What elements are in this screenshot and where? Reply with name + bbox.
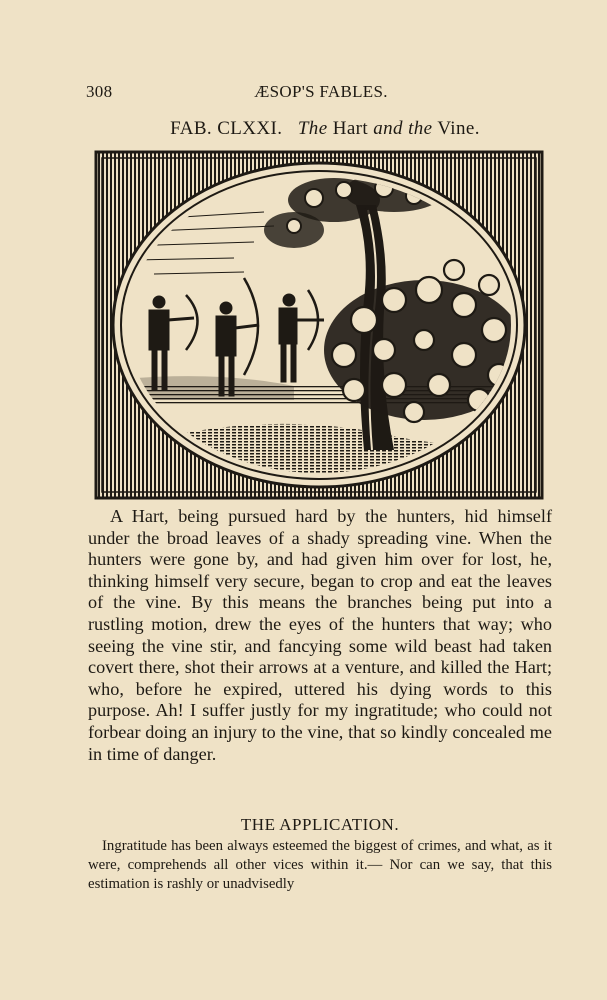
fable-title [100, 118, 550, 140]
application-heading: THE APPLICATION. [240, 815, 400, 834]
application-paragraph: Ingratitude has been always esteemed the biggest of crimes, and what, as it were, comprehends all other vices within it.— Nor can we say, that this estimation is rashly or unadvisedly [88, 838, 552, 892]
fable-title-and-the: and the [373, 118, 433, 139]
fable-number: FAB. CLXXI. [170, 118, 283, 139]
woodcut-hunters-hart-vine-icon [94, 150, 544, 500]
woodcut-illustration [94, 150, 544, 500]
page-number: 308 [86, 82, 113, 101]
fable-body-paragraph: A Hart, being pursued hard by the hunters, hid himself under the broad leaves of a shady spreading vine. When the hunters were gone by, and had given him over for lost, he, thinking himself very secure, began to crop and eat the leaves of the vine. By this means the branches being put into a rustling motion, drew the eyes of the hunters that way; who seeing the vine stir, and fancying some wild beast had taken covert there, shot their arrows at a venture, and killed the Hart; who, before he expired, uttered his dying words to this purpose. Ah! I suffer justly for my ingratitude; who could not forbear doing an injury to the vine, that so kindly concealed me in time of danger. [88, 506, 552, 764]
application-body [88, 837, 552, 894]
fable-title-the: The [297, 118, 328, 139]
running-title: ÆSOP'S FABLES. [254, 82, 388, 101]
fable-body [88, 506, 552, 765]
fable-title-vine: Vine. [437, 118, 480, 139]
fable-title-hart: Hart [332, 118, 369, 139]
